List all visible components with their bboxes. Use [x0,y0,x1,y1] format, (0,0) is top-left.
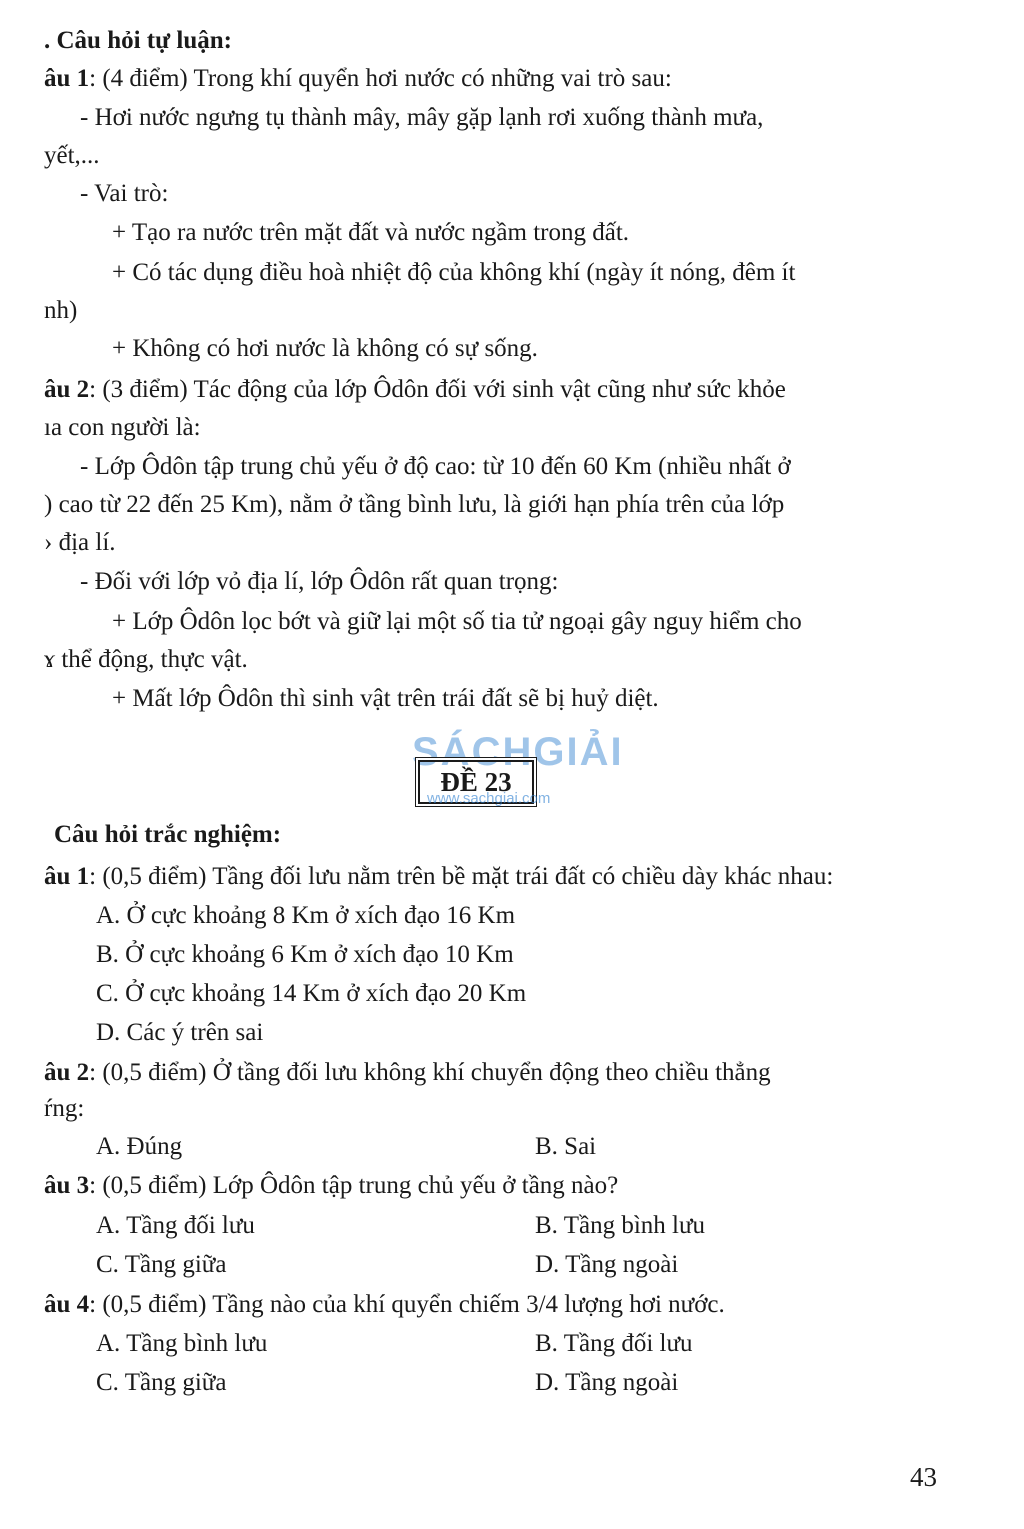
essay-line: + Lớp Ôdôn lọc bớt và giữ lại một số tia tử ngoại gây nguy hiểm cho [112,608,802,635]
question-label: âu 1 [44,65,90,92]
essay-line: + Có tác dụng điều hoà nhiệt độ của không khí (ngày ít nóng, đêm ít [112,259,796,286]
answer-option: D. Tầng ngoài [535,1251,679,1278]
watermark-logo: SÁCHGIẢI [412,730,624,774]
essay-line: nh) [44,297,78,324]
answer-option: C. Tầng giữa [96,1251,227,1278]
question-label: âu 2 [44,1059,90,1086]
essay-line: ɤ thể động, thực vật. [44,646,248,673]
mcq-question-4 [44,1290,725,1320]
essay-line: - Vai trò: [80,180,169,207]
answer-option: B. Tầng bình lưu [535,1212,706,1239]
question-text: : (0,5 điểm) Lớp Ôdôn tập trung chủ yếu ở tầng nào? [89,1172,619,1199]
essay-line: + Tạo ra nước trên mặt đất và nước ngầm trong đất. [112,219,630,246]
question-text: : (0,5 điểm) Ở tầng đối lưu không khí chuyển động theo chiều thẳng [89,1059,771,1086]
page-number: 43 [910,1462,937,1492]
mcq-question-2 [44,1058,771,1088]
question-text: : (4 điểm) Trong khí quyển hơi nước có những vai trò sau: [89,65,672,92]
answer-option: B. Sai [535,1133,597,1160]
essay-line: - Đối với lớp vỏ địa lí, lớp Ôdôn rất quan trọng: [80,568,559,595]
exam-title-box: ĐỀ 23 [418,760,534,804]
essay-line: › địa lí. [44,529,116,556]
answer-option: D. Các ý trên sai [96,1019,264,1046]
answer-option: B. Ở cực khoảng 6 Km ở xích đạo 10 Km [96,941,514,968]
essay-line: + Không có hơi nước là không có sự sống. [112,335,538,362]
answer-option: B. Tầng đối lưu [535,1330,693,1357]
answer-option: C. Tầng giữa [96,1369,227,1396]
essay-question-2 [44,375,786,405]
mcq-question-3 [44,1171,618,1201]
essay-line: yết,... [44,142,100,169]
essay-line: ıa con người là: [44,414,201,441]
answer-option: A. Ở cực khoảng 8 Km ở xích đạo 16 Km [96,902,516,929]
question-label: âu 1 [44,863,90,890]
essay-line: - Hơi nước ngưng tụ thành mây, mây gặp lạnh rơi xuống thành mưa, [80,104,764,131]
essay-line: ŕng: [44,1095,85,1122]
question-text: : (3 điểm) Tác động của lớp Ôdôn đối với sinh vật cũng như sức khỏe [89,376,786,403]
question-label: âu 4 [44,1291,90,1318]
answer-option: D. Tầng ngoài [535,1369,679,1396]
answer-option: A. Tầng bình lưu [96,1330,268,1357]
mcq-question-1 [44,862,833,892]
essay-line: - Lớp Ôdôn tập trung chủ yếu ở độ cao: từ 10 đến 60 Km (nhiều nhất ở [80,453,791,480]
mcq-heading: Câu hỏi trắc nghiệm: [54,821,282,848]
essay-line: + Mất lớp Ôdôn thì sinh vật trên trái đất sẽ bị huỷ diệt. [112,685,659,712]
watermark-url: www.sachgiai.com [427,790,551,807]
question-text: : (0,5 điểm) Tầng nào của khí quyển chiếm 3/4 lượng hơi nước. [89,1291,725,1318]
essay-question-1 [44,64,672,94]
answer-option: A. Đúng [96,1133,183,1160]
question-label: âu 2 [44,376,90,403]
question-text: : (0,5 điểm) Tầng đối lưu nằm trên bề mặt trái đất có chiều dày khác nhau: [89,863,834,890]
essay-line: ) cao từ 22 đến 25 Km), nằm ở tầng bình lưu, là giới hạn phía trên của lớp [44,491,785,518]
question-label: âu 3 [44,1172,90,1199]
answer-option: C. Ở cực khoảng 14 Km ở xích đạo 20 Km [96,980,527,1007]
answer-option: A. Tầng đối lưu [96,1212,255,1239]
essay-heading: . Câu hỏi tự luận: [44,27,232,54]
